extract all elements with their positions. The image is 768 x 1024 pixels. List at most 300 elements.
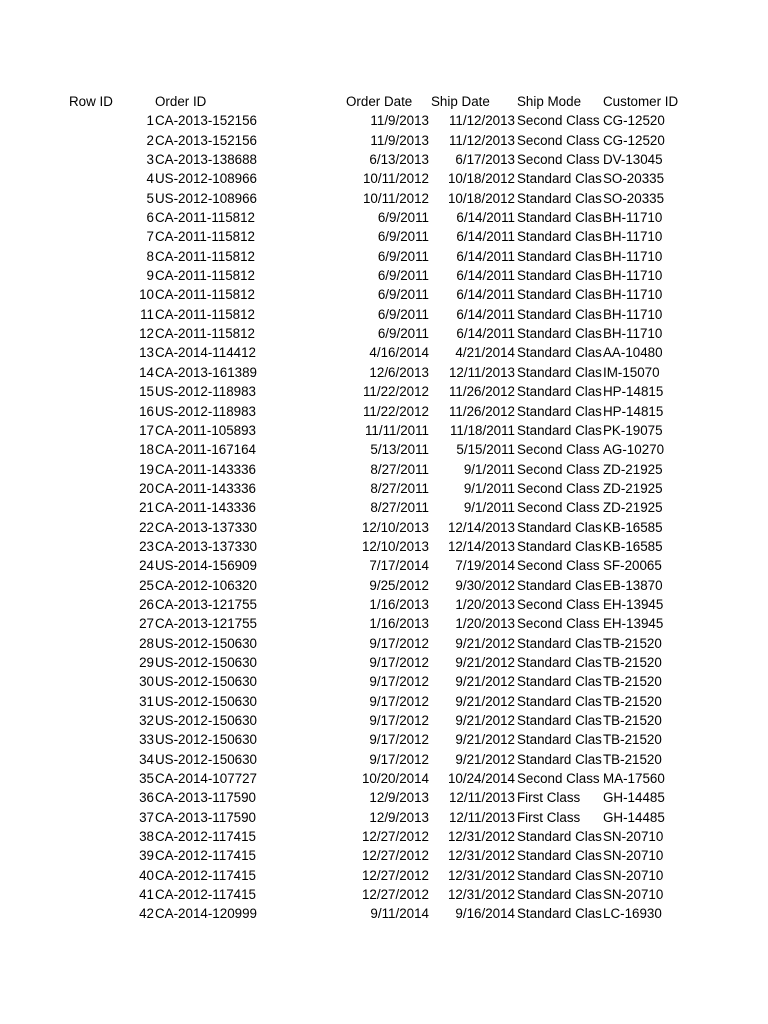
- cell-order-id[interactable]: CA-2011-115812: [155, 306, 256, 322]
- cell-row-id[interactable]: 18: [139, 442, 154, 458]
- cell-customer-id[interactable]: AG-10270: [603, 442, 665, 458]
- cell-customer-id[interactable]: PK-19075: [603, 422, 663, 438]
- cell-order-id[interactable]: CA-2014-120999: [155, 906, 257, 922]
- cell-order-id[interactable]: CA-2013-117590: [155, 790, 256, 806]
- cell-order-date[interactable]: 5/13/2011: [370, 442, 429, 458]
- cell-ship-mode[interactable]: Standard Clas: [517, 210, 602, 226]
- cell-order-id[interactable]: CA-2013-117590: [155, 809, 256, 825]
- cell-customer-id[interactable]: BH-11710: [603, 287, 663, 303]
- cell-ship-date[interactable]: 4/21/2014: [455, 345, 515, 361]
- cell-ship-date[interactable]: 9/1/2011: [463, 500, 515, 516]
- cell-order-id[interactable]: CA-2011-143336: [155, 461, 256, 477]
- cell-row-id[interactable]: 30: [139, 674, 154, 690]
- cell-customer-id[interactable]: BH-11710: [603, 229, 663, 245]
- cell-row-id[interactable]: 38: [139, 829, 154, 845]
- cell-ship-mode[interactable]: Standard Clas: [517, 693, 602, 709]
- cell-ship-mode[interactable]: First Class: [517, 790, 581, 806]
- table-row: [0, 750, 768, 769]
- cell-customer-id[interactable]: SN-20710: [603, 848, 664, 864]
- cell-order-id[interactable]: CA-2013-138688: [155, 152, 257, 168]
- cell-row-id[interactable]: 10: [139, 287, 154, 303]
- cell-order-date[interactable]: 8/27/2011: [370, 480, 429, 496]
- cell-customer-id[interactable]: EH-13945: [603, 616, 664, 632]
- cell-ship-date[interactable]: 9/21/2012: [455, 674, 515, 690]
- cell-order-date[interactable]: 6/9/2011: [377, 268, 429, 284]
- cell-row-id[interactable]: 40: [139, 867, 154, 883]
- cell-row-id[interactable]: 2: [146, 132, 154, 148]
- cell-ship-date[interactable]: 12/11/2013: [448, 364, 515, 380]
- table-row: [0, 479, 768, 498]
- cell-ship-date[interactable]: 9/16/2014: [455, 906, 515, 922]
- cell-ship-mode[interactable]: Standard Clas: [517, 577, 602, 593]
- cell-ship-mode[interactable]: Standard Clas: [517, 713, 602, 728]
- table-row: [0, 227, 768, 246]
- cell-customer-id[interactable]: CG-12520: [603, 132, 665, 148]
- cell-ship-mode[interactable]: Standard Clas: [517, 384, 602, 400]
- cell-row-id[interactable]: 6: [146, 210, 154, 226]
- cell-ship-date[interactable]: 12/31/2012: [447, 848, 515, 864]
- header-row: [0, 92, 768, 111]
- cell-customer-id[interactable]: HP-14815: [603, 384, 664, 400]
- cell-order-date[interactable]: 12/27/2012: [361, 848, 429, 864]
- cell-ship-date[interactable]: 9/21/2012: [455, 732, 515, 748]
- cell-row-id[interactable]: 25: [139, 577, 154, 593]
- cell-ship-mode[interactable]: Standard Clas: [517, 248, 602, 264]
- cell-ship-date[interactable]: 12/14/2013: [447, 538, 515, 554]
- cell-order-date[interactable]: 6/9/2011: [377, 229, 429, 245]
- table-row: [0, 672, 768, 691]
- cell-customer-id[interactable]: BH-11710: [603, 210, 663, 226]
- cell-order-id[interactable]: US-2012-150630: [155, 713, 257, 728]
- cell-row-id[interactable]: 39: [139, 848, 154, 864]
- cell-ship-mode[interactable]: Second Class: [517, 616, 600, 632]
- cell-row-id[interactable]: 42: [139, 906, 154, 922]
- cell-ship-date[interactable]: 12/11/2013: [448, 790, 515, 806]
- cell-ship-date[interactable]: 10/18/2012: [447, 171, 515, 187]
- cell-ship-mode[interactable]: Second Class: [517, 771, 600, 787]
- cell-row-id[interactable]: 12: [139, 326, 154, 342]
- cell-order-date[interactable]: 11/9/2013: [370, 113, 429, 129]
- cell-order-id[interactable]: US-2012-118983: [155, 384, 256, 400]
- cell-order-id[interactable]: US-2014-156909: [155, 558, 257, 574]
- cell-row-id[interactable]: 9: [146, 268, 154, 284]
- cell-customer-id[interactable]: BH-11710: [603, 306, 663, 322]
- cell-order-date[interactable]: 6/9/2011: [377, 210, 429, 226]
- cell-ship-date[interactable]: 9/1/2011: [463, 480, 515, 496]
- cell-row-id[interactable]: 8: [146, 248, 154, 264]
- cell-customer-id[interactable]: EB-13870: [603, 577, 663, 593]
- cell-ship-mode[interactable]: Standard Clas: [517, 519, 602, 535]
- cell-order-id[interactable]: CA-2013-137330: [155, 519, 257, 535]
- cell-row-id[interactable]: 5: [146, 190, 154, 206]
- cell-ship-date[interactable]: 6/14/2011: [456, 326, 515, 342]
- cell-ship-date[interactable]: 11/12/2013: [448, 132, 515, 148]
- table-row: [0, 518, 768, 537]
- table-row: [0, 498, 768, 517]
- cell-customer-id[interactable]: ZD-21925: [603, 500, 663, 516]
- cell-row-id[interactable]: 16: [139, 403, 154, 419]
- cell-order-date[interactable]: 9/17/2012: [369, 693, 429, 709]
- table-row: [0, 730, 768, 749]
- cell-order-id[interactable]: US-2012-150630: [155, 693, 257, 709]
- cell-row-id[interactable]: 23: [139, 538, 154, 554]
- cell-customer-id[interactable]: CG-12520: [603, 113, 665, 129]
- cell-ship-date[interactable]: 6/14/2011: [456, 268, 515, 284]
- spreadsheet-table: [0, 92, 768, 924]
- cell-order-id[interactable]: CA-2013-152156: [155, 113, 257, 129]
- cell-order-date[interactable]: 4/16/2014: [369, 345, 429, 361]
- table-row: [0, 363, 768, 382]
- cell-order-date[interactable]: 11/22/2012: [362, 403, 429, 419]
- cell-order-id[interactable]: CA-2013-137330: [155, 538, 257, 554]
- cell-ship-date[interactable]: 9/1/2011: [463, 461, 515, 477]
- cell-customer-id[interactable]: TB-21520: [603, 713, 662, 728]
- cell-customer-id[interactable]: KB-16585: [603, 519, 663, 535]
- cell-order-id[interactable]: US-2012-150630: [155, 654, 257, 670]
- cell-ship-mode[interactable]: Standard Clas: [517, 364, 602, 380]
- cell-ship-date[interactable]: 10/24/2014: [447, 771, 515, 787]
- cell-order-id[interactable]: CA-2011-115812: [155, 287, 256, 303]
- cell-customer-id[interactable]: EH-13945: [603, 596, 664, 612]
- cell-ship-mode[interactable]: Standard Clas: [517, 829, 602, 845]
- cell-order-date[interactable]: 8/27/2011: [370, 500, 429, 516]
- cell-row-id[interactable]: 34: [139, 751, 154, 767]
- cell-order-date[interactable]: 9/17/2012: [369, 674, 429, 690]
- table-row: [0, 131, 768, 150]
- cell-ship-date[interactable]: 6/14/2011: [456, 248, 515, 264]
- cell-order-date[interactable]: 6/9/2011: [377, 306, 429, 322]
- cell-ship-mode[interactable]: Second Class: [517, 442, 600, 458]
- cell-ship-date[interactable]: 9/30/2012: [455, 577, 515, 593]
- cell-customer-id[interactable]: TB-21520: [603, 693, 662, 709]
- table-row: [0, 846, 768, 865]
- cell-ship-date[interactable]: 9/21/2012: [455, 693, 515, 709]
- cell-order-id[interactable]: CA-2013-121755: [155, 616, 257, 632]
- table-row: [0, 266, 768, 285]
- cell-row-id[interactable]: 41: [139, 887, 154, 903]
- cell-order-date[interactable]: 11/9/2013: [370, 132, 429, 148]
- cell-order-id[interactable]: CA-2011-115812: [155, 210, 256, 226]
- cell-row-id[interactable]: 3: [146, 152, 154, 168]
- cell-row-id[interactable]: 35: [139, 771, 154, 787]
- cell-order-date[interactable]: 9/17/2012: [369, 654, 429, 670]
- cell-ship-date[interactable]: 6/14/2011: [456, 210, 515, 226]
- cell-order-date[interactable]: 12/9/2013: [369, 790, 429, 806]
- cell-order-date[interactable]: 12/9/2013: [369, 809, 429, 825]
- cell-order-date[interactable]: 10/20/2014: [361, 771, 429, 787]
- table-row: [0, 305, 768, 324]
- cell-customer-id[interactable]: BH-11710: [603, 326, 663, 342]
- table-row: [0, 653, 768, 672]
- cell-ship-mode[interactable]: Standard Clas: [517, 732, 602, 748]
- table-row: [0, 150, 768, 169]
- cell-customer-id[interactable]: IM-15070: [603, 364, 660, 380]
- cell-ship-mode[interactable]: Second Class: [517, 152, 600, 168]
- cell-order-id[interactable]: CA-2012-117415: [155, 867, 256, 883]
- table-row: [0, 634, 768, 653]
- table-row: [0, 827, 768, 846]
- cell-row-id[interactable]: 15: [139, 384, 154, 400]
- cell-order-date[interactable]: 9/17/2012: [369, 732, 429, 748]
- cell-order-date[interactable]: 11/11/2011: [364, 422, 429, 438]
- cell-customer-id[interactable]: TB-21520: [603, 751, 662, 767]
- cell-row-id[interactable]: 21: [139, 500, 154, 516]
- table-row: [0, 556, 768, 575]
- cell-ship-date[interactable]: 12/31/2012: [447, 887, 515, 903]
- cell-order-date[interactable]: 12/27/2012: [361, 887, 429, 903]
- cell-customer-id[interactable]: BH-11710: [603, 248, 663, 264]
- cell-customer-id[interactable]: GH-14485: [603, 809, 665, 825]
- cell-order-id[interactable]: CA-2011-115812: [155, 229, 256, 245]
- table-body: [0, 111, 768, 923]
- cell-order-date[interactable]: 6/13/2013: [369, 152, 429, 168]
- table-row: [0, 692, 768, 711]
- cell-row-id[interactable]: 4: [146, 171, 154, 187]
- table-row: [0, 324, 768, 343]
- header-customer-id[interactable]: Customer ID: [603, 94, 679, 109]
- cell-row-id[interactable]: 1: [146, 113, 154, 129]
- cell-customer-id[interactable]: SN-20710: [603, 867, 664, 883]
- cell-ship-date[interactable]: 1/20/2013: [455, 616, 515, 632]
- cell-ship-mode[interactable]: Standard Clas: [517, 345, 602, 361]
- cell-order-id[interactable]: US-2012-150630: [155, 732, 257, 748]
- table-row: [0, 788, 768, 807]
- cell-ship-mode[interactable]: Second Class: [517, 480, 600, 496]
- cell-customer-id[interactable]: LC-16930: [603, 906, 662, 922]
- cell-customer-id[interactable]: GH-14485: [603, 790, 665, 806]
- cell-ship-date[interactable]: 6/14/2011: [456, 287, 515, 303]
- table-row: [0, 382, 768, 401]
- cell-ship-mode[interactable]: Standard Clas: [517, 867, 602, 883]
- cell-ship-date[interactable]: 6/17/2013: [455, 152, 515, 168]
- cell-row-id[interactable]: 11: [140, 306, 154, 322]
- table-row: [0, 866, 768, 885]
- header-ship-mode[interactable]: Ship Mode: [517, 94, 582, 109]
- table-row: [0, 440, 768, 459]
- cell-ship-mode[interactable]: Second Class: [517, 113, 600, 129]
- table-row: [0, 769, 768, 788]
- cell-customer-id[interactable]: AA-10480: [603, 345, 663, 361]
- cell-order-date[interactable]: 6/9/2011: [377, 287, 429, 303]
- cell-order-date[interactable]: 6/9/2011: [377, 326, 429, 342]
- cell-ship-date[interactable]: 9/21/2012: [455, 654, 515, 670]
- cell-order-date[interactable]: 9/11/2014: [370, 906, 429, 922]
- cell-ship-mode[interactable]: Standard Clas: [517, 190, 602, 206]
- cell-ship-date[interactable]: 7/19/2014: [455, 558, 515, 574]
- cell-order-id[interactable]: CA-2013-161389: [155, 364, 257, 380]
- cell-customer-id[interactable]: SF-20065: [603, 558, 662, 574]
- cell-row-id[interactable]: 13: [139, 345, 154, 361]
- table-row: [0, 169, 768, 188]
- cell-ship-mode[interactable]: Standard Clas: [517, 674, 602, 690]
- cell-ship-mode[interactable]: Second Class: [517, 132, 600, 148]
- cell-order-date[interactable]: 9/17/2012: [369, 713, 429, 728]
- table-row: [0, 111, 768, 130]
- cell-customer-id[interactable]: SN-20710: [603, 829, 664, 845]
- cell-order-id[interactable]: CA-2011-115812: [155, 326, 256, 342]
- cell-order-date[interactable]: 6/9/2011: [377, 248, 429, 264]
- cell-order-date[interactable]: 12/6/2013: [369, 364, 429, 380]
- cell-customer-id[interactable]: ZD-21925: [603, 480, 663, 496]
- header-order-id[interactable]: Order ID: [155, 94, 207, 109]
- cell-row-id[interactable]: 14: [139, 364, 154, 380]
- cell-customer-id[interactable]: DV-13045: [603, 152, 663, 168]
- cell-ship-date[interactable]: 12/11/2013: [448, 809, 515, 825]
- table-row: [0, 885, 768, 904]
- cell-row-id[interactable]: 24: [139, 558, 154, 574]
- cell-ship-date[interactable]: 9/21/2012: [455, 635, 515, 651]
- cell-order-id[interactable]: US-2012-118983: [155, 403, 256, 419]
- cell-order-date[interactable]: 7/17/2014: [369, 558, 429, 574]
- cell-order-id[interactable]: US-2012-150630: [155, 674, 257, 690]
- cell-ship-date[interactable]: 6/14/2011: [456, 229, 515, 245]
- cell-order-id[interactable]: US-2012-150630: [155, 751, 257, 767]
- cell-ship-mode[interactable]: Standard Clas: [517, 326, 602, 342]
- table-row: [0, 904, 768, 923]
- cell-order-id[interactable]: CA-2012-106320: [155, 577, 257, 593]
- cell-order-id[interactable]: US-2012-150630: [155, 635, 257, 651]
- cell-row-id[interactable]: 20: [139, 480, 154, 496]
- cell-ship-date[interactable]: 11/26/2012: [448, 384, 515, 400]
- cell-row-id[interactable]: 31: [139, 693, 154, 709]
- cell-order-id[interactable]: CA-2014-107727: [155, 771, 257, 787]
- cell-customer-id[interactable]: KB-16585: [603, 538, 663, 554]
- cell-ship-date[interactable]: 1/20/2013: [455, 596, 515, 612]
- cell-ship-date[interactable]: 11/26/2012: [448, 403, 515, 419]
- table-row: [0, 595, 768, 614]
- cell-order-date[interactable]: 10/11/2012: [362, 171, 429, 187]
- cell-order-id[interactable]: CA-2013-121755: [155, 596, 257, 612]
- table-row: [0, 247, 768, 266]
- cell-ship-mode[interactable]: Standard Clas: [517, 751, 602, 767]
- cell-row-id[interactable]: 28: [139, 635, 154, 651]
- cell-ship-date[interactable]: 10/18/2012: [447, 190, 515, 206]
- cell-row-id[interactable]: 27: [139, 616, 154, 632]
- table-row: [0, 208, 768, 227]
- cell-ship-mode[interactable]: Standard Clas: [517, 906, 602, 922]
- cell-row-id[interactable]: 22: [139, 519, 154, 535]
- cell-row-id[interactable]: 29: [139, 654, 154, 670]
- cell-ship-date[interactable]: 12/14/2013: [447, 519, 515, 535]
- cell-row-id[interactable]: 32: [139, 713, 154, 728]
- cell-ship-mode[interactable]: Standard Clas: [517, 171, 602, 187]
- cell-order-date[interactable]: 9/17/2012: [369, 635, 429, 651]
- cell-ship-mode[interactable]: Second Class: [517, 596, 600, 612]
- cell-ship-date[interactable]: 9/21/2012: [455, 713, 515, 728]
- cell-ship-date[interactable]: 12/31/2012: [447, 829, 515, 845]
- cell-ship-date[interactable]: 11/18/2011: [449, 422, 515, 438]
- cell-ship-mode[interactable]: Standard Clas: [517, 848, 602, 864]
- cell-ship-mode[interactable]: Standard Clas: [517, 306, 602, 322]
- cell-row-id[interactable]: 37: [139, 809, 154, 825]
- cell-row-id[interactable]: 17: [139, 422, 154, 438]
- cell-ship-mode[interactable]: Second Class: [517, 500, 600, 516]
- cell-order-date[interactable]: 12/27/2012: [361, 867, 429, 883]
- cell-ship-date[interactable]: 6/14/2011: [456, 306, 515, 322]
- header-row-id[interactable]: Row ID: [69, 94, 113, 109]
- cell-customer-id[interactable]: TB-21520: [603, 635, 662, 651]
- cell-order-id[interactable]: CA-2012-117415: [155, 848, 256, 864]
- cell-customer-id[interactable]: ZD-21925: [603, 461, 663, 477]
- cell-order-date[interactable]: 12/27/2012: [361, 829, 429, 845]
- table-row: [0, 614, 768, 633]
- cell-ship-mode[interactable]: Standard Clas: [517, 229, 602, 245]
- cell-ship-mode[interactable]: Standard Clas: [517, 403, 602, 419]
- cell-row-id[interactable]: 26: [139, 596, 154, 612]
- table-row: [0, 343, 768, 362]
- cell-customer-id[interactable]: TB-21520: [603, 674, 662, 690]
- cell-order-date[interactable]: 9/17/2012: [369, 751, 429, 767]
- cell-ship-mode[interactable]: Standard Clas: [517, 887, 602, 903]
- cell-order-date[interactable]: 9/25/2012: [369, 577, 429, 593]
- cell-order-date[interactable]: 12/10/2013: [361, 538, 429, 554]
- cell-order-id[interactable]: CA-2011-115812: [155, 248, 256, 264]
- cell-order-date[interactable]: 1/16/2013: [369, 616, 429, 632]
- cell-order-date[interactable]: 11/22/2012: [362, 384, 429, 400]
- cell-customer-id[interactable]: SO-20335: [603, 171, 665, 187]
- cell-order-id[interactable]: US-2012-108966: [155, 190, 257, 206]
- cell-customer-id[interactable]: MA-17560: [603, 771, 665, 787]
- cell-order-id[interactable]: CA-2011-167164: [155, 442, 256, 458]
- table-row: [0, 711, 768, 730]
- table-row: [0, 576, 768, 595]
- cell-customer-id[interactable]: BH-11710: [603, 268, 663, 284]
- cell-ship-mode[interactable]: Standard Clas: [517, 538, 602, 554]
- table-row: [0, 537, 768, 556]
- cell-customer-id[interactable]: HP-14815: [603, 403, 664, 419]
- cell-order-id[interactable]: CA-2011-143336: [155, 500, 256, 516]
- cell-ship-mode[interactable]: Standard Clas: [517, 654, 602, 670]
- cell-order-date[interactable]: 1/16/2013: [369, 596, 429, 612]
- cell-ship-mode[interactable]: Standard Clas: [517, 268, 602, 284]
- cell-ship-mode[interactable]: Standard Clas: [517, 287, 602, 303]
- cell-ship-mode[interactable]: Standard Clas: [517, 635, 602, 651]
- cell-ship-date[interactable]: 12/31/2012: [447, 867, 515, 883]
- cell-order-id[interactable]: CA-2012-117415: [155, 887, 256, 903]
- cell-ship-date[interactable]: 11/12/2013: [448, 113, 515, 129]
- cell-ship-date[interactable]: 9/21/2012: [455, 751, 515, 767]
- header-ship-date[interactable]: Ship Date: [431, 94, 490, 109]
- table-row: [0, 189, 768, 208]
- header-order-date[interactable]: Order Date: [346, 94, 413, 109]
- cell-ship-mode[interactable]: First Class: [517, 809, 581, 825]
- cell-ship-date[interactable]: 5/15/2011: [456, 442, 515, 458]
- cell-order-date[interactable]: 10/11/2012: [362, 190, 429, 206]
- cell-ship-mode[interactable]: Standard Clas: [517, 422, 602, 438]
- cell-customer-id[interactable]: SO-20335: [603, 190, 665, 206]
- cell-order-id[interactable]: CA-2011-143336: [155, 480, 256, 496]
- cell-order-date[interactable]: 8/27/2011: [370, 461, 429, 477]
- cell-customer-id[interactable]: TB-21520: [603, 732, 662, 748]
- cell-row-id[interactable]: 19: [139, 461, 154, 477]
- table-row: [0, 808, 768, 827]
- cell-order-id[interactable]: CA-2012-117415: [155, 829, 256, 845]
- cell-row-id[interactable]: 7: [146, 229, 154, 245]
- cell-row-id[interactable]: 33: [139, 732, 154, 748]
- cell-order-id[interactable]: CA-2011-105893: [155, 422, 256, 438]
- cell-order-id[interactable]: CA-2011-115812: [155, 268, 256, 284]
- cell-ship-mode[interactable]: Second Class: [517, 558, 600, 574]
- cell-customer-id[interactable]: TB-21520: [603, 654, 662, 670]
- cell-order-id[interactable]: CA-2014-114412: [155, 345, 256, 361]
- cell-order-id[interactable]: CA-2013-152156: [155, 132, 257, 148]
- cell-customer-id[interactable]: SN-20710: [603, 887, 664, 903]
- table-row: [0, 285, 768, 304]
- cell-ship-mode[interactable]: Second Class: [517, 461, 600, 477]
- cell-row-id[interactable]: 36: [139, 790, 154, 806]
- cell-order-date[interactable]: 12/10/2013: [361, 519, 429, 535]
- cell-order-id[interactable]: US-2012-108966: [155, 171, 257, 187]
